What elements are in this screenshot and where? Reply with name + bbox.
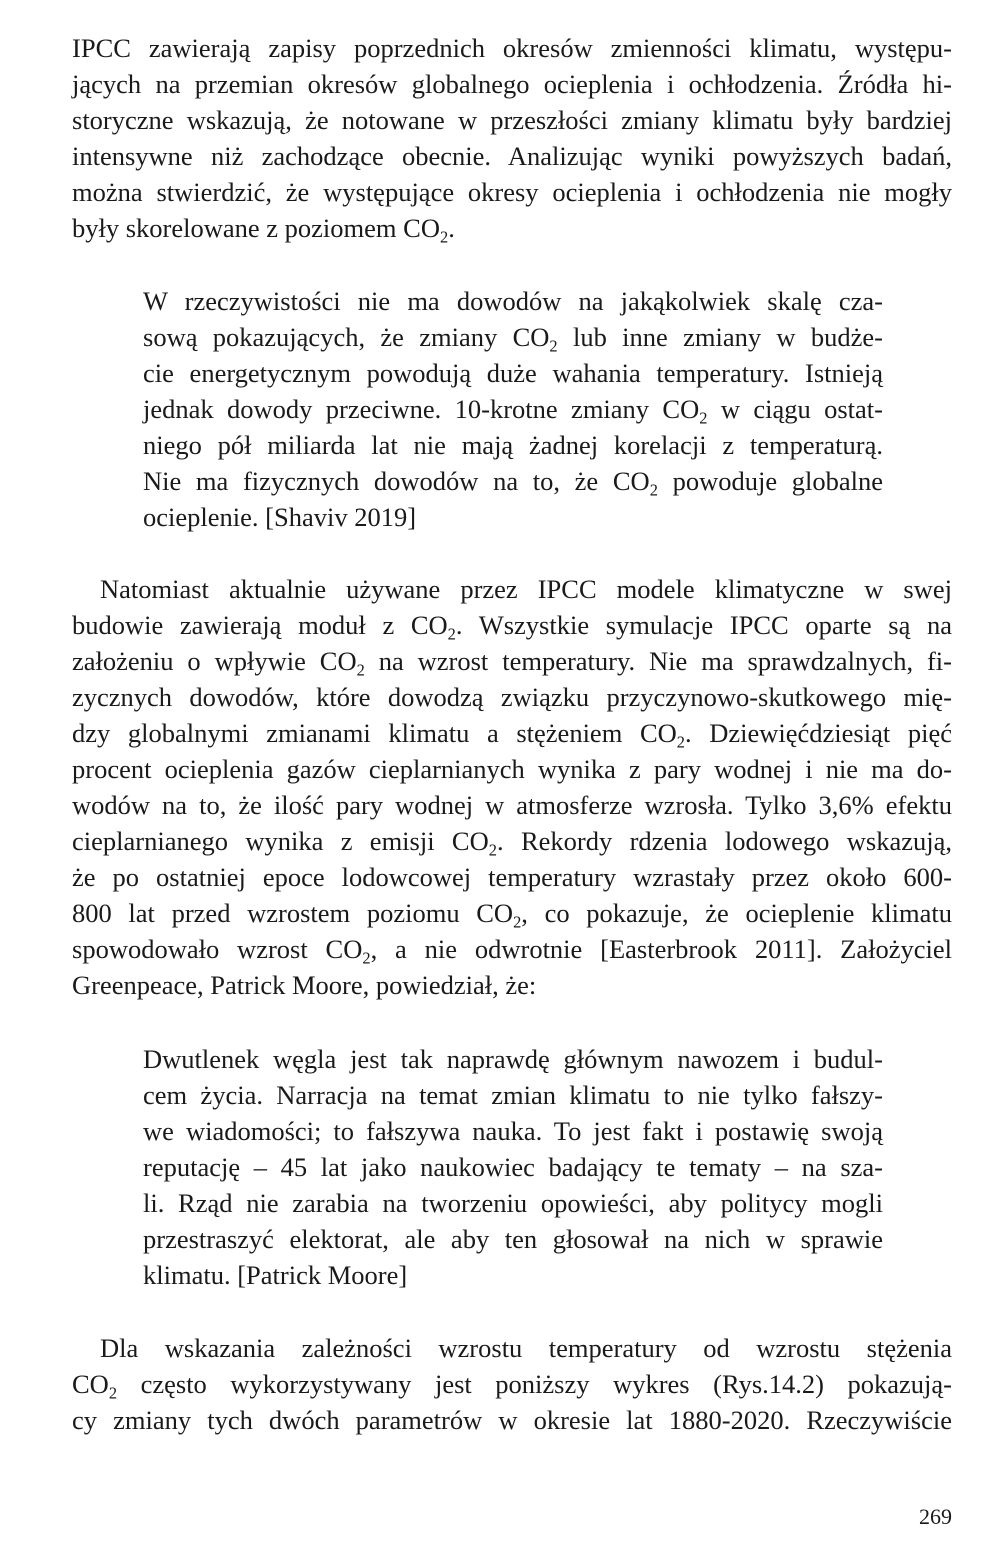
text-line — [72, 102, 952, 138]
text-segment: li. Rząd nie zarabia na tworzeniu opowieści, aby politycy mogli — [143, 1188, 883, 1218]
text-line — [72, 823, 952, 859]
text-segment: założeniu o wpływie CO — [72, 646, 357, 676]
text-segment: wodów na to, że ilość pary wodnej w atmosferze wzrosła. Tylko 3,6% efektu — [72, 790, 952, 820]
text-segment: procent ocieplenia gazów cieplarnianych wynika z pary wodnej i nie ma do- — [72, 754, 952, 784]
text-line — [72, 174, 952, 210]
text-segment: można stwierdzić, że występujące okresy ocieplenia i ochłodzenia nie mogły — [72, 177, 952, 207]
text-segment: intensywne niż zachodzące obecnie. Analizując wyniki powyższych badań, — [72, 141, 952, 171]
text-line — [72, 1366, 952, 1402]
subscript: 2 — [356, 660, 365, 680]
text-segment: jednak dowody przeciwne. 10-krotne zmiany CO — [143, 394, 700, 424]
text-segment: IPCC zawierają zapisy poprzednich okresów zmienności klimatu, występu- — [72, 33, 952, 63]
page-number: 269 — [919, 1504, 952, 1529]
text-line — [143, 319, 883, 355]
text-segment: Natomiast aktualnie używane przez IPCC modele klimatyczne w swej — [100, 574, 952, 604]
text-segment: często wykorzystywany jest poniższy wykres (Rys.14.2) pokazują- — [117, 1369, 952, 1399]
text-segment: cie energetycznym powodują duże wahania temperatury. Istnieją — [143, 358, 883, 388]
text-line — [143, 499, 883, 535]
text-segment: storyczne wskazują, że notowane w przeszłości zmiany klimatu były bardziej — [72, 105, 952, 135]
text-segment: w ciągu ostat- — [707, 394, 883, 424]
text-line — [143, 1149, 883, 1185]
subscript: 2 — [488, 840, 497, 860]
subscript: 2 — [108, 1383, 118, 1403]
text-segment: niego pół miliarda lat nie mają żadnej korelacji z temperaturą. — [143, 430, 883, 460]
text-line — [72, 931, 952, 967]
text-segment: przestraszyć elektorat, ale aby ten głosował na nich w sprawie — [143, 1224, 883, 1254]
text-line — [72, 859, 952, 895]
text-segment: zycznych dowodów, które dowodzą związku przyczynowo-skutkowego mię- — [72, 682, 952, 712]
subscript: 2 — [676, 732, 685, 752]
text-line — [72, 967, 952, 1003]
subscript: 2 — [362, 948, 371, 968]
text-segment: że po ostatniej epoce lodowcowej temperatury wzrastały przez około 600- — [72, 862, 952, 892]
text-line — [72, 715, 952, 751]
text-segment: budowie zawierają moduł z CO — [72, 610, 448, 640]
text-segment: . — [448, 213, 455, 243]
text-segment: Dla wskazania zależności wzrostu temperatury od wzrostu stężenia — [100, 1333, 952, 1363]
text-line — [72, 787, 952, 823]
text-line — [143, 391, 883, 427]
text-line — [72, 66, 952, 102]
subscript: 2 — [549, 336, 558, 356]
text-line — [72, 643, 952, 679]
text-line — [72, 30, 952, 66]
text-segment: cy zmiany tych dwóch parametrów w okresie lat 1880-2020. Rzeczywiście — [72, 1405, 952, 1435]
text-line — [143, 1221, 883, 1257]
text-segment: W rzeczywistości nie ma dowodów na jakąkolwiek skalę cza- — [143, 286, 883, 316]
text-line — [143, 283, 883, 319]
text-line — [143, 427, 883, 463]
text-segment: reputację – 45 lat jako naukowiec badający te tematy – na sza- — [143, 1152, 883, 1182]
text-segment: dzy globalnymi zmianami klimatu a stężeniem CO — [72, 718, 677, 748]
text-segment: lub inne zmiany w budże- — [557, 322, 883, 352]
text-segment: sową pokazujących, że zmiany CO — [143, 322, 550, 352]
text-segment: klimatu. [Patrick Moore] — [143, 1260, 408, 1290]
text-segment: , co pokazuje, że ocieplenie klimatu — [521, 898, 952, 928]
text-line — [100, 1330, 952, 1366]
text-segment: powoduje globalne — [657, 466, 884, 496]
text-line — [143, 1077, 883, 1113]
text-line — [143, 1041, 883, 1077]
text-line — [100, 571, 952, 607]
text-line — [72, 210, 952, 246]
text-line — [72, 138, 952, 174]
text-segment: były skorelowane z poziomem CO — [72, 213, 440, 243]
text-segment: cieplarnianego wynika z emisji CO — [72, 826, 489, 856]
text-segment: Greenpeace, Patrick Moore, powiedział, że: — [72, 970, 537, 1000]
text-line — [143, 1113, 883, 1149]
text-line — [72, 895, 952, 931]
subscript: 2 — [447, 624, 456, 644]
text-segment: . Wszystkie symulacje IPCC oparte są na — [455, 610, 952, 640]
text-line — [72, 607, 952, 643]
text-segment: . Dziewięćdziesiąt pięć — [684, 718, 952, 748]
subscript: 2 — [513, 912, 522, 932]
text-line — [72, 751, 952, 787]
text-segment: spowodowało wzrost CO — [72, 934, 363, 964]
text-line — [143, 355, 883, 391]
text-line — [72, 1402, 952, 1438]
text-segment: CO — [72, 1369, 109, 1399]
text-line — [143, 1185, 883, 1221]
text-segment: Nie ma fizycznych dowodów na to, że CO — [143, 466, 650, 496]
text-segment: jących na przemian okresów globalnego ocieplenia i ochłodzenia. Źródła hi- — [72, 69, 952, 99]
subscript: 2 — [439, 227, 449, 247]
subscript: 2 — [649, 480, 658, 500]
text-line — [72, 679, 952, 715]
text-segment: 800 lat przed wzrostem poziomu CO — [72, 898, 514, 928]
text-segment: we wiadomości; to fałszywa nauka. To jest fakt i postawię swoją — [143, 1116, 883, 1146]
text-segment: Dwutlenek węgla jest tak naprawdę głównym nawozem i budul- — [143, 1044, 883, 1074]
text-segment: ocieplenie. [Shaviv 2019] — [143, 502, 417, 532]
text-line — [143, 463, 883, 499]
text-segment: , a nie odwrotnie [Easterbrook 2011]. Założyciel — [370, 934, 952, 964]
text-segment: na wzrost temperatury. Nie ma sprawdzalnych, fi- — [364, 646, 952, 676]
text-segment: cem życia. Narracja na temat zmian klimatu to nie tylko fałszy- — [143, 1080, 883, 1110]
subscript: 2 — [699, 408, 708, 428]
text-line — [143, 1257, 883, 1293]
text-segment: . Rekordy rdzenia lodowego wskazują, — [496, 826, 952, 856]
